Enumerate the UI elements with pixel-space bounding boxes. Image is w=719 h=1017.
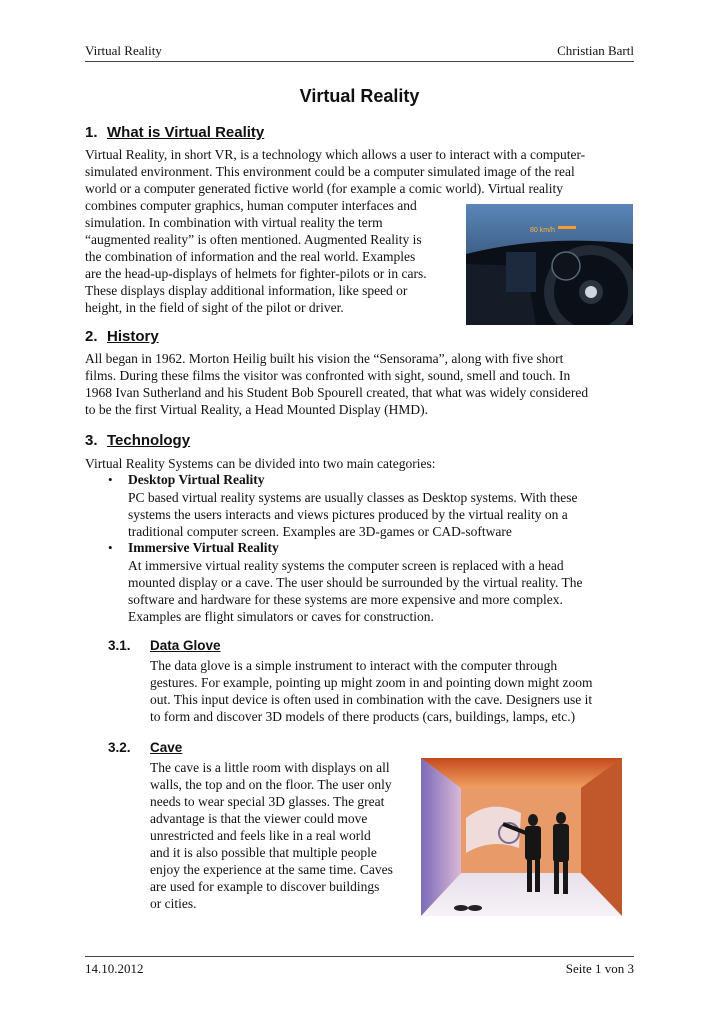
text-line: needs to wear special 3D glasses. The great xyxy=(150,794,385,809)
section-3-2-heading xyxy=(108,740,131,755)
bullet-marker: • xyxy=(108,472,113,487)
page-header xyxy=(85,43,634,62)
text-line: software and hardware for these systems are more expensive and more complex. xyxy=(128,592,563,607)
text-line: are used for example to discover buildings xyxy=(150,879,380,894)
text-line: and it is also possible that multiple people xyxy=(150,845,377,860)
text-line: PC based virtual reality systems are usually classes as Desktop systems. With these xyxy=(128,490,578,505)
footer-date: 14.10.2012 xyxy=(85,961,144,976)
bullet-marker: • xyxy=(108,540,113,555)
section-3-1-title xyxy=(150,638,221,653)
text-line: Examples are flight simulators or caves for construction. xyxy=(128,609,434,624)
page-title: Virtual Reality xyxy=(299,86,420,106)
bullet-text xyxy=(128,489,578,540)
section-3-intro xyxy=(85,455,436,472)
text-line: are the head-up-displays of helmets for fighter-pilots or in cars. xyxy=(85,266,427,281)
text-line: advantage is that the viewer could move xyxy=(150,811,368,826)
text-line: unrestricted and feels like in a real world xyxy=(150,828,371,843)
text-line: walls, the top and on the floor. The user only xyxy=(150,777,392,792)
text-line: traditional computer screen. Examples are 3D-games or CAD-software xyxy=(128,524,512,539)
section-3-2-text xyxy=(150,759,393,912)
text-line: systems the users interacts and views pictures produced by the virtual reality on a xyxy=(128,507,568,522)
text-line: films. During these films the visitor was confronted with sight, sound, smell and touch. In xyxy=(85,368,571,383)
section-number: 3.2. xyxy=(108,740,131,755)
text-line: height, in the field of sight of the pilot or driver. xyxy=(85,300,344,315)
text-line: 1968 Ivan Sutherland and his Student Bob Spourell created, that what was widely considered xyxy=(85,385,589,400)
section-number: 3.1. xyxy=(108,638,131,653)
text-line: enjoy the experience at the same time. Caves xyxy=(150,862,393,877)
text-line: These displays display additional information, like speed or xyxy=(85,283,408,298)
section-title: Data Glove xyxy=(150,638,221,653)
section-2-text xyxy=(85,350,588,418)
text-line: simulation. In combination with virtual reality the term xyxy=(85,215,383,230)
header-right: Christian Bartl xyxy=(557,43,634,58)
car-hud-photo xyxy=(466,204,633,325)
text-line: combines computer graphics, human computer interfaces and xyxy=(85,198,417,213)
text-line: simulated environment. This environment could be a computer simulated image of the real xyxy=(85,164,575,179)
bullet-text xyxy=(128,557,583,625)
section-number: 3. xyxy=(85,432,98,449)
page-footer xyxy=(85,956,634,977)
text-line: to be the first Virtual Reality, a Head Mounted Display (HMD). xyxy=(85,402,428,417)
section-2-heading xyxy=(85,328,159,345)
text-line: the combination of information and the real world. Examples xyxy=(85,249,416,264)
text-line: world or a computer generated fictive world (for example a comic world). Virtual reality xyxy=(85,181,564,196)
text-line: mounted display or a cave. The user should be surrounded by the virtual reality. The xyxy=(128,575,583,590)
section-3-1-heading xyxy=(108,638,131,653)
cave-photo xyxy=(421,758,622,916)
bullet-title: Immersive Virtual Reality xyxy=(128,540,279,555)
section-number: 1. xyxy=(85,124,98,141)
section-number: 2. xyxy=(85,328,98,345)
text-line: “augmented reality” is often mentioned. Augmented Reality is xyxy=(85,232,422,247)
text-line: All began in 1962. Morton Heilig built his vision the “Sensorama”, along with five short xyxy=(85,351,564,366)
svg-text:80 km/h: 80 km/h xyxy=(530,227,555,234)
section-title: History xyxy=(107,328,159,345)
text-line: Virtual Reality, in short VR, is a technology which allows a user to interact with a computer- xyxy=(85,147,586,162)
text-line: At immersive virtual reality systems the computer screen is replaced with a head xyxy=(128,558,564,573)
section-3-heading xyxy=(85,432,190,449)
bullet-title: Desktop Virtual Reality xyxy=(128,472,265,487)
text-line: Virtual Reality Systems can be divided into two main categories: xyxy=(85,456,436,471)
section-3-2-title xyxy=(150,740,182,755)
text-line: gestures. For example, pointing up might zoom in and pointing down might zoom xyxy=(150,675,593,690)
header-left: Virtual Reality xyxy=(85,43,162,58)
section-title: Cave xyxy=(150,740,183,755)
section-1-heading xyxy=(85,124,264,141)
text-line: to form and discover 3D models of there products (cars, buildings, lamps, etc.) xyxy=(150,709,576,724)
section-3-1-text xyxy=(150,657,592,725)
text-line: The cave is a little room with displays on all xyxy=(150,760,390,775)
text-line: The data glove is a simple instrument to interact with the computer through xyxy=(150,658,558,673)
footer-page-number: Seite 1 von 3 xyxy=(565,961,634,976)
section-title: What is Virtual Reality xyxy=(107,124,265,141)
text-line: out. This input device is often used in combination with the cave. Designers use it xyxy=(150,692,593,707)
text-line: or cities. xyxy=(150,896,197,911)
section-title: Technology xyxy=(107,432,191,449)
